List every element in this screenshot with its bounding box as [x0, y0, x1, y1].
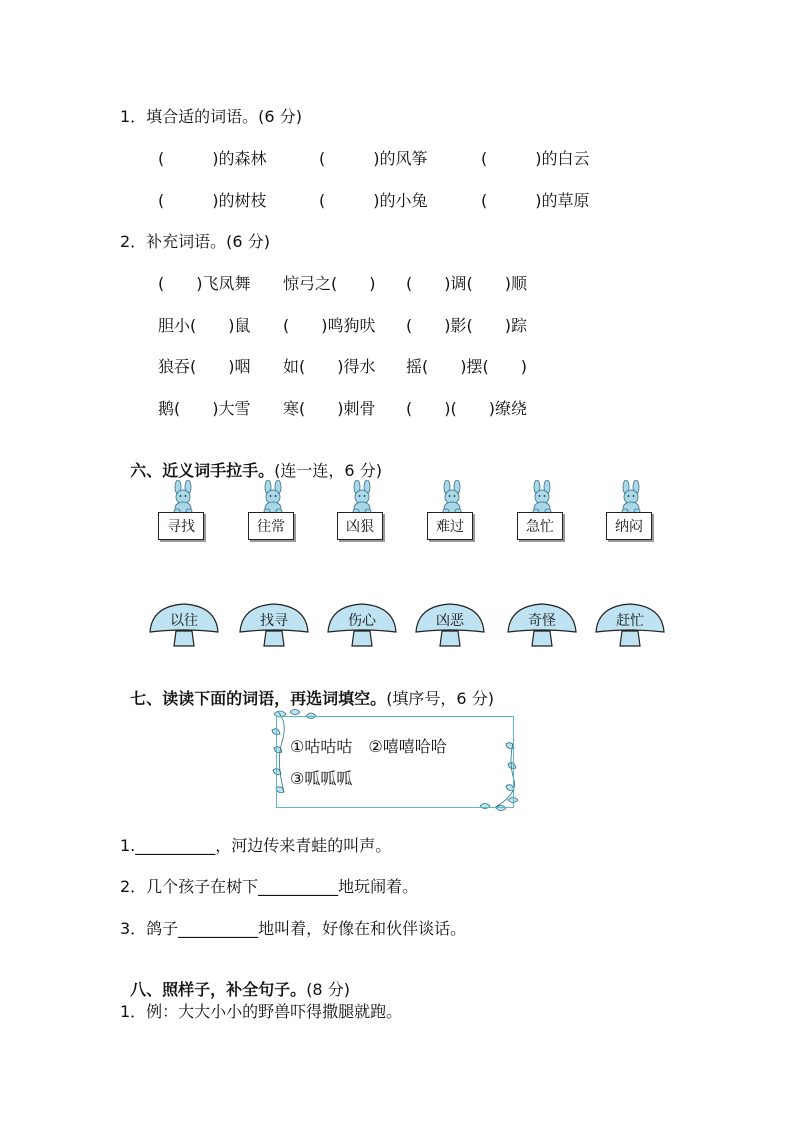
section-note: (填序号，6 分) [386, 689, 494, 708]
q2-idiom[interactable]: 如( )得水 [283, 357, 376, 376]
q2-idiom[interactable]: 鹅( )大雪 [158, 399, 251, 418]
mushroom-card[interactable] [506, 602, 578, 648]
mushroom-label: 奇怪 [528, 613, 556, 629]
mushroom-card[interactable] [238, 602, 310, 648]
q2-idiom[interactable]: 胆小( )鼠 [158, 316, 251, 335]
section-title-text: 七、读读下面的词语，再选词填空。 [130, 689, 387, 708]
word-card[interactable]: 急忙 [517, 512, 563, 540]
mushroom-label: 赶忙 [616, 613, 644, 629]
word-choice-box [270, 708, 520, 818]
q1-blank[interactable]: ( )的森林 [158, 149, 267, 168]
word-card[interactable]: 难过 [427, 512, 473, 540]
bunny-icon [256, 480, 290, 514]
q2-idiom[interactable]: 狼吞( )咽 [158, 357, 251, 376]
example-sentence: 1．例：大大小小的野兽吓得撒腿就跑。 [120, 1002, 403, 1021]
word-box-frame [276, 716, 514, 808]
section-7-title [120, 669, 494, 709]
q1-blank[interactable]: ( )的树枝 [158, 191, 267, 210]
section-title-text: 八、照样子，补全句子。 [130, 980, 307, 999]
q2-idiom[interactable]: ( )( )缭绕 [406, 399, 527, 418]
fill-sentence-3[interactable]: 3．鸽子__________地叫着，好像在和伙伴谈话。 [120, 919, 467, 938]
bunny-card[interactable] [427, 480, 477, 542]
bunny-card[interactable] [337, 480, 387, 542]
q2-idiom[interactable]: 寒( )刺骨 [283, 399, 376, 418]
mushroom-label: 以往 [170, 613, 198, 629]
bunny-icon [435, 480, 469, 514]
q2-idiom[interactable]: ( )飞凤舞 [158, 274, 251, 293]
word-options-line-1: ①咕咕咕 ②嘻嘻哈哈 [290, 737, 447, 756]
bunny-icon [166, 480, 200, 514]
q2-title: 2．补充词语。(6 分) [120, 232, 270, 251]
mushroom-label: 伤心 [348, 613, 376, 629]
q1-blank[interactable]: ( )的白云 [481, 149, 590, 168]
mushroom-card[interactable] [594, 602, 666, 648]
word-options-line-2: ③呱呱呱 [290, 769, 353, 788]
mushroom-label: 找寻 [260, 613, 288, 629]
q1-blank[interactable]: ( )的风筝 [319, 149, 428, 168]
bunny-card[interactable] [606, 480, 656, 542]
mushroom-card[interactable] [148, 602, 220, 648]
word-card[interactable]: 纳闷 [606, 512, 652, 540]
mushroom-card[interactable] [414, 602, 486, 648]
mushroom-label: 凶恶 [436, 613, 464, 629]
section-6-title [120, 441, 382, 481]
bunny-card[interactable] [158, 480, 208, 542]
bunny-card[interactable] [517, 480, 567, 542]
section-8-title [120, 960, 350, 1000]
section-title-text: 六、近义词手拉手。 [130, 461, 275, 480]
q2-idiom[interactable]: 摇( )摆( ) [406, 357, 527, 376]
fill-sentence-2[interactable]: 2．几个孩子在树下__________地玩闹着。 [120, 877, 419, 896]
bunny-card[interactable] [248, 480, 298, 542]
q2-idiom[interactable]: ( )调( )顺 [406, 274, 527, 293]
fill-sentence-1[interactable]: 1.__________，河边传来青蛙的叫声。 [120, 836, 392, 855]
bunny-icon [614, 480, 648, 514]
word-card[interactable]: 寻找 [158, 512, 204, 540]
q1-blank[interactable]: ( )的草原 [481, 191, 590, 210]
section-note: (8 分) [306, 980, 350, 999]
section-note: (连一连，6 分) [274, 461, 382, 480]
q1-blank[interactable]: ( )的小兔 [319, 191, 428, 210]
q2-idiom[interactable]: 惊弓之( ) [283, 274, 376, 293]
mushroom-card[interactable] [326, 602, 398, 648]
word-card[interactable]: 往常 [248, 512, 294, 540]
bunny-icon [525, 480, 559, 514]
word-card[interactable]: 凶狠 [337, 512, 383, 540]
q2-idiom[interactable]: ( )影( )踪 [406, 316, 527, 335]
q2-idiom[interactable]: ( )鸣狗吠 [283, 316, 376, 335]
bunny-icon [345, 480, 379, 514]
q1-title: 1．填合适的词语。(6 分) [120, 107, 302, 126]
